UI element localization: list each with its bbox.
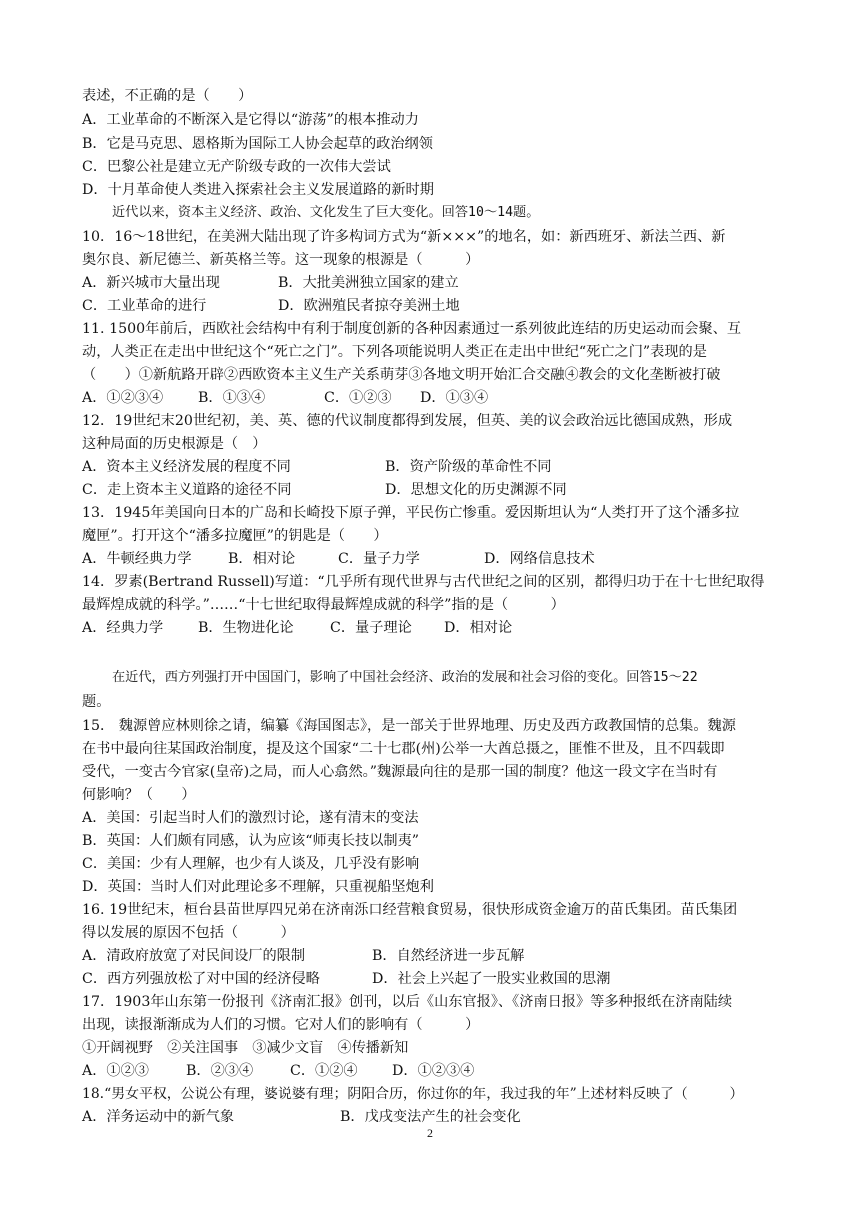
option-b: B．大批美洲独立国家的建立 — [278, 275, 459, 291]
options-row — [82, 549, 595, 569]
option-b: B．①③④ — [198, 390, 266, 406]
text-line: 受代，一变古今官家(皇帝)之局，而人心翕然。”魏源最向往的是那一国的制度？他这一段文字在当时有 — [82, 764, 718, 780]
page-number: 2 — [427, 1126, 433, 1140]
option-d: D．相对论 — [444, 620, 513, 636]
option-b: B．戊戌变法产生的社会变化 — [340, 1109, 521, 1125]
option-b: B．资产阶级的革命性不同 — [385, 459, 552, 475]
option-d: D．①③④ — [420, 390, 489, 406]
option-c: C．量子理论 — [330, 620, 412, 636]
question-14: 14．罗素(Bertrand Russell)写道：“几乎所有现代世界与古代世纪之间的区别，都得归功于在十七世纪取得 — [82, 574, 765, 590]
option-a: A．资本主义经济发展的程度不同 — [82, 459, 291, 475]
option-c: C．巴黎公社是建立无产阶级专政的一次伟大尝试 — [82, 159, 391, 175]
option-c: C．工业革命的进行 — [82, 298, 207, 314]
option-c: C．①②④ — [290, 1063, 358, 1079]
text-line: ①开阔视野 ②关注国事 ③减少文盲 ④传播新知 — [82, 1040, 409, 1056]
text-line: 表述，不正确的是（ ） — [82, 88, 253, 104]
option-b: B．自然经济进一步瓦解 — [372, 948, 525, 964]
option-c: C．西方列强放松了对中国的经济侵略 — [82, 971, 320, 987]
question-18: 18.“男女平权，公说公有理，婆说婆有理；阴阳合历，你过你的年，我过我的年”上述材料反映了（ ） — [82, 1086, 744, 1102]
section-intro: 近代以来，资本主义经济、政治、文化发生了巨大变化。回答10～14题。 — [112, 205, 540, 220]
text-line: 魔匣”。打开这个“潘多拉魔匣”的钥匙是（ ） — [82, 528, 388, 544]
text-line: 何影响？（ ） — [82, 787, 196, 803]
option-d: D．网络信息技术 — [484, 551, 595, 567]
question-10: 10．16～18世纪，在美洲大陆出现了许多构词方式为“新×××”的地名，如：新西班牙、新法兰西、新 — [82, 229, 726, 245]
option-a: A．洋务运动中的新气象 — [82, 1109, 235, 1125]
option-c: C．美国：少有人理解，也少有人谈及，几乎没有影响 — [82, 856, 420, 872]
text-line: 出现，读报渐渐成为人们的习惯。它对人们的影响有（ ） — [82, 1017, 480, 1033]
text-line: 这种局面的历史根源是（ ） — [82, 436, 267, 452]
option-a: A．新兴城市大量出现 — [82, 275, 220, 291]
options-row — [82, 1061, 474, 1081]
question-12: 12．19世纪末20世纪初，美、英、德的代议制度都得到发展，但英、美的议会政治远比德国成熟，形成 — [82, 413, 733, 429]
question-13: 13．1945年美国向日本的广岛和长崎投下原子弹，平民伤亡惨重。爱因斯坦认为“人类打开了这个潘多拉 — [82, 505, 740, 521]
text-line: 动，人类正在走出中世纪这个“死亡之门”。下列各项能说明人类正在走出中世纪“死亡之门”表现的是 — [82, 344, 707, 360]
question-15: 15． 魏源曾应林则徐之请，编纂《海国图志》，是一部关于世界地理、历史及西方政教国情的总集。魏源 — [82, 718, 736, 734]
question-17: 17．1903年山东第一份报刊《济南汇报》创刊，以后《山东官报》、《济南日报》等多种报纸在济南陆续 — [82, 994, 733, 1010]
option-d: D．思想文化的历史渊源不同 — [385, 482, 567, 498]
text-line: 最辉煌成就的科学。”……“十七世纪取得最辉煌成就的科学”指的是（ ） — [82, 597, 565, 613]
option-a: A．经典力学 — [82, 620, 164, 636]
option-d: D．社会上兴起了一股实业救国的思潮 — [372, 971, 611, 987]
option-d: D．英国：当时人们对此理论多不理解，只重视船坚炮利 — [82, 879, 434, 895]
text-line: 题。 — [82, 694, 111, 710]
option-b: B．英国：人们颇有同感，认为应该“师夷长技以制夷” — [82, 833, 420, 849]
option-b: B．相对论 — [228, 551, 296, 567]
question-16: 16. 19世纪末，桓台县苗世厚四兄弟在济南泺口经营粮食贸易，很快形成资金逾万的苗氏集团。苗氏集团 — [82, 902, 738, 918]
option-d: D．欧洲殖民者掠夺美洲土地 — [278, 298, 460, 314]
option-a: A．①②③④ — [82, 390, 164, 406]
option-d: D．十月革命使人类进入探索社会主义发展道路的新时期 — [82, 182, 434, 198]
text-line: 在书中最向往某国政治制度，提及这个国家“二十七郡(州)公举一大酋总摄之，匪惟不世及，且不四载即 — [82, 741, 725, 757]
option-a: A．清政府放宽了对民间设厂的限制 — [82, 948, 306, 964]
options-row — [82, 388, 488, 408]
text-line: （ ）①新航路开辟②西欧资本主义生产关系萌芽③各地文明开始汇合交融④教会的文化垄断被打破 — [82, 367, 721, 383]
question-11: 11. 1500年前后，西欧社会结构中有利于制度创新的各种因素通过一系列彼此连结的历史运动而会聚、互 — [82, 321, 742, 337]
option-a: A．牛顿经典力学 — [82, 551, 192, 567]
option-d: D．①②③④ — [392, 1063, 475, 1079]
section-intro: 在近代，西方列强打开中国国门，影响了中国社会经济、政治的发展和社会习俗的变化。回答15～22 — [112, 670, 698, 685]
text-line: 奥尔良、新尼德兰、新英格兰等。这一现象的根源是（ ） — [82, 252, 480, 268]
option-a: A．①②③ — [82, 1063, 149, 1079]
option-a: A．工业革命的不断深入是它得以“游荡”的根本推动力 — [82, 112, 419, 128]
option-b: B．它是马克思、恩格斯为国际工人协会起草的政治纲领 — [82, 136, 433, 152]
option-b: B．②③④ — [186, 1063, 254, 1079]
option-c: C．①②③ — [324, 390, 392, 406]
option-c: C．量子力学 — [338, 551, 420, 567]
option-a: A．美国：引起当时人们的激烈讨论，遂有清末的变法 — [82, 810, 419, 826]
options-row — [82, 618, 512, 638]
text-line: 得以发展的原因不包括（ ） — [82, 925, 295, 941]
option-b: B．生物进化论 — [198, 620, 294, 636]
option-c: C．走上资本主义道路的途径不同 — [82, 482, 292, 498]
